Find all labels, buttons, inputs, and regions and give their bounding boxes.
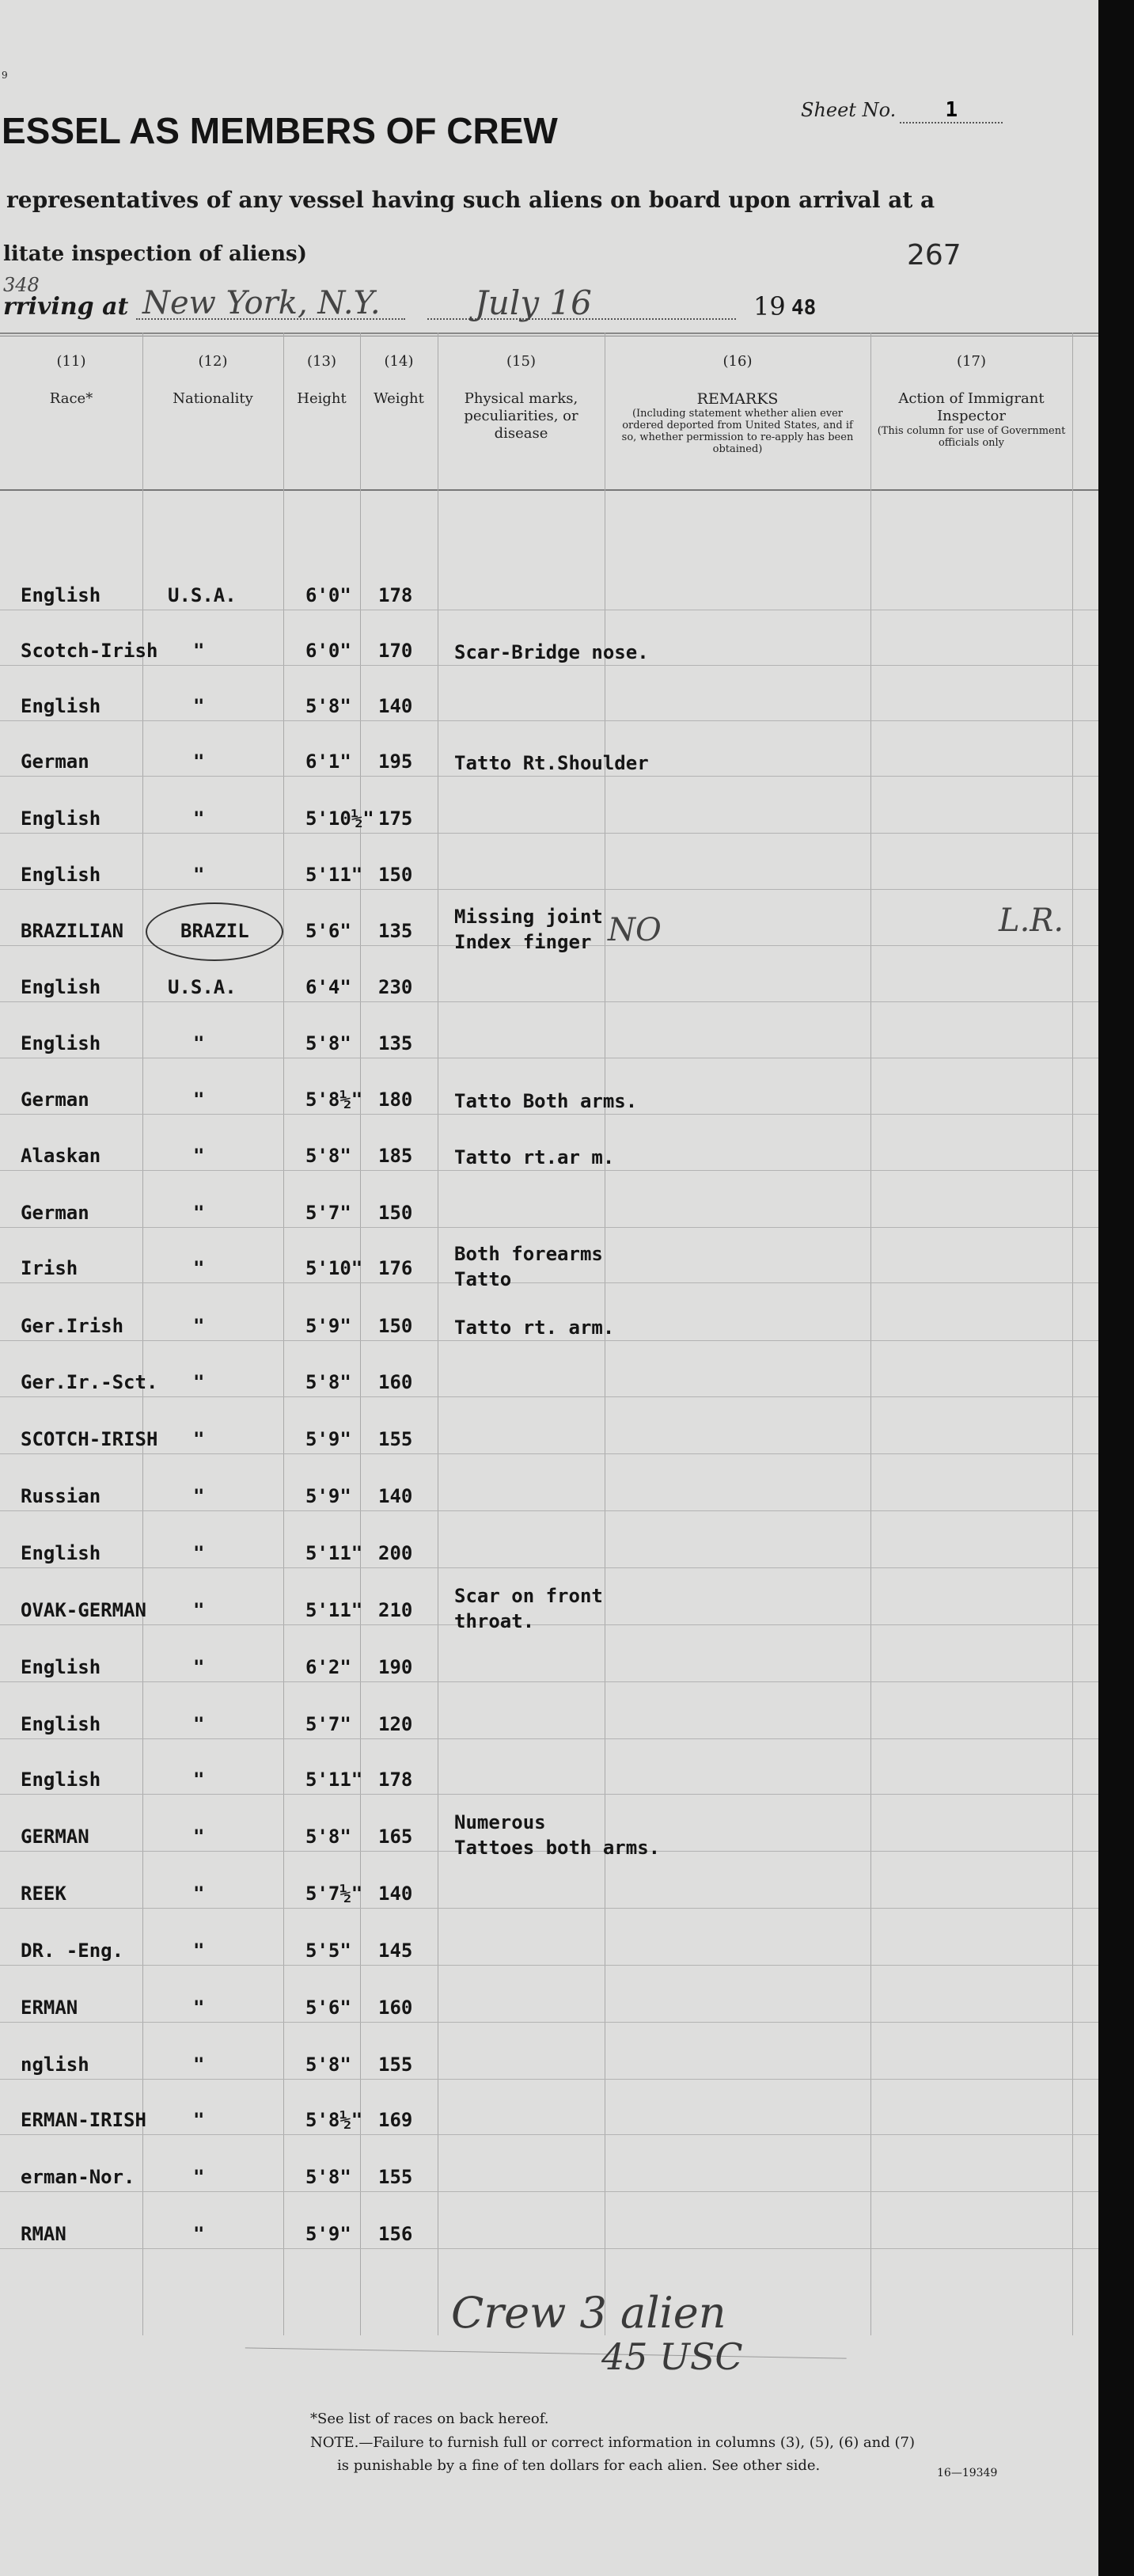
- year-prefix: 19: [753, 291, 786, 321]
- row-rule: [0, 2022, 1098, 2023]
- nationality-cell: ": [193, 1371, 205, 1393]
- race-cell: English: [21, 584, 101, 606]
- row-rule: [0, 1114, 1098, 1115]
- height-cell: 5'7": [305, 1713, 351, 1735]
- inspector-action: L.R.: [999, 902, 1064, 939]
- height-cell: 5'11": [305, 864, 363, 886]
- height-cell: 5'11": [305, 1599, 363, 1621]
- height-cell: 5'8": [305, 2166, 351, 2188]
- nationality-cell: ": [193, 640, 205, 662]
- nationality-cell: ": [193, 1997, 205, 2019]
- weight-cell: 155: [378, 2166, 413, 2188]
- weight-cell: 170: [378, 640, 413, 662]
- corner-mark: 9: [2, 70, 8, 81]
- nationality-cell: ": [193, 1542, 205, 1564]
- weight-cell: 160: [378, 1997, 413, 2019]
- row-rule: [0, 1227, 1098, 1228]
- weight-cell: 145: [378, 1940, 413, 1962]
- weight-cell: 190: [378, 1656, 413, 1678]
- weight-cell: 140: [378, 1883, 413, 1905]
- column-header-physical-marks: (15) Physical marks, peculiarities, or disease: [464, 353, 578, 442]
- height-cell: 6'1": [305, 750, 351, 773]
- nationality-cell: ": [193, 750, 205, 773]
- physical-marks-cell: Tatto rt.ar m.: [454, 1146, 615, 1168]
- column-header-nationality: (12) Nationality: [173, 353, 253, 407]
- weight-cell: 140: [378, 1485, 413, 1507]
- weight-cell: 200: [378, 1542, 413, 1564]
- nationality-cell: ": [193, 1089, 205, 1111]
- weight-cell: 150: [378, 1202, 413, 1224]
- nationality-cell: ": [193, 695, 205, 717]
- nationality-cell: ": [193, 1883, 205, 1905]
- margin-note: 348: [3, 274, 40, 296]
- row-rule: [0, 720, 1098, 721]
- handwritten-summary-line-2: 45 USC: [601, 2335, 743, 2378]
- header-line-1: representatives of any vessel having such aliens on board upon arrival at a: [6, 187, 935, 213]
- footer-note-penalty: NOTE.—Failure to furnish full or correct information in columns (3), (5), (6) and (7): [310, 2434, 915, 2451]
- weight-cell: 230: [378, 976, 413, 998]
- weight-cell: 175: [378, 807, 413, 830]
- row-rule: [0, 2134, 1098, 2135]
- height-cell: 5'11": [305, 1769, 363, 1791]
- row-rule: [0, 1908, 1098, 1909]
- nationality-cell: ": [193, 1599, 205, 1621]
- nationality-cell: ": [193, 2054, 205, 2076]
- nationality-cell: ": [193, 2223, 205, 2245]
- row-rule: [0, 2079, 1098, 2080]
- weight-cell: 140: [378, 695, 413, 717]
- weight-cell: 176: [378, 1257, 413, 1279]
- handwritten-note: NO: [608, 912, 662, 948]
- physical-marks-cell: Tatto rt. arm.: [454, 1316, 615, 1339]
- stamp-number: 267: [907, 239, 961, 272]
- height-cell: 6'4": [305, 976, 351, 998]
- race-cell: German: [21, 1089, 89, 1111]
- height-cell: 5'9": [305, 1485, 351, 1507]
- row-rule: [0, 1510, 1098, 1511]
- physical-marks-cell: Numerous Tattoes both arms.: [454, 1811, 661, 1859]
- row-rule: [0, 1738, 1098, 1739]
- weight-cell: 195: [378, 750, 413, 773]
- nationality-cell: ": [193, 2109, 205, 2131]
- height-cell: 5'8½": [305, 2109, 363, 2131]
- nationality-cell: ": [193, 1713, 205, 1735]
- height-cell: 5'11": [305, 1542, 363, 1564]
- column-header-race: (11) Race*: [49, 353, 93, 407]
- row-rule: [0, 2248, 1098, 2249]
- height-cell: 6'0": [305, 640, 351, 662]
- physical-marks-cell: Missing joint Index finger: [454, 906, 603, 953]
- nationality-cell: ": [193, 1202, 205, 1224]
- physical-marks-cell: Tatto Both arms.: [454, 1090, 638, 1112]
- row-rule: [0, 776, 1098, 777]
- height-cell: 6'0": [305, 584, 351, 606]
- height-cell: 5'9": [305, 1315, 351, 1337]
- race-cell: SCOTCH-IRISH: [21, 1428, 158, 1450]
- height-cell: 5'8": [305, 1032, 351, 1054]
- weight-cell: 178: [378, 1769, 413, 1791]
- height-cell: 5'8": [305, 1145, 351, 1167]
- weight-cell: 120: [378, 1713, 413, 1735]
- sheet-number: 1: [900, 98, 1003, 123]
- weight-cell: 210: [378, 1599, 413, 1621]
- race-cell: RMAN: [21, 2223, 66, 2245]
- row-rule: [0, 665, 1098, 666]
- race-cell: English: [21, 1713, 101, 1735]
- race-cell: ERMAN: [21, 1997, 78, 2019]
- race-cell: English: [21, 1032, 101, 1054]
- nationality-cell: U.S.A.: [168, 976, 237, 998]
- race-cell: English: [21, 695, 101, 717]
- race-cell: German: [21, 1202, 89, 1224]
- race-cell: REEK: [21, 1883, 66, 1905]
- weight-cell: 160: [378, 1371, 413, 1393]
- page-title: ESSEL AS MEMBERS OF CREW: [2, 110, 558, 151]
- race-cell: English: [21, 807, 101, 830]
- race-cell: DR. -Eng.: [21, 1940, 124, 1962]
- race-cell: English: [21, 1542, 101, 1564]
- weight-cell: 178: [378, 584, 413, 606]
- height-cell: 5'8": [305, 695, 351, 717]
- nationality-circle: [146, 902, 283, 961]
- race-cell: English: [21, 1656, 101, 1678]
- height-cell: 5'10½": [305, 807, 374, 830]
- column-header-remarks: (16) REMARKS (Including statement whether alien ever ordered deported from United States, and if so, whether permission to re-apply has been obtained): [621, 353, 854, 455]
- race-cell: OVAK-GERMAN: [21, 1599, 146, 1621]
- arriving-date: July 16: [475, 283, 592, 322]
- weight-cell: 156: [378, 2223, 413, 2245]
- weight-cell: 155: [378, 1428, 413, 1450]
- height-cell: 5'5": [305, 1940, 351, 1962]
- height-cell: 5'7": [305, 1202, 351, 1224]
- race-cell: ERMAN-IRISH: [21, 2109, 146, 2131]
- weight-cell: 135: [378, 920, 413, 942]
- row-rule: [0, 1001, 1098, 1002]
- race-cell: English: [21, 1769, 101, 1791]
- race-cell: English: [21, 864, 101, 886]
- column-header-inspector: (17) Action of Immigrant Inspector (This column for use of Government officials only: [877, 353, 1066, 449]
- weight-cell: 165: [378, 1826, 413, 1848]
- race-cell: GERMAN: [21, 1826, 89, 1848]
- weight-cell: 150: [378, 864, 413, 886]
- height-cell: 6'2": [305, 1656, 351, 1678]
- physical-marks-cell: Both forearms Tatto: [454, 1243, 603, 1290]
- arriving-place: New York, N.Y.: [142, 285, 381, 321]
- nationality-cell: ": [193, 1485, 205, 1507]
- nationality-cell: ": [193, 2166, 205, 2188]
- sheet-label: Sheet No.: [801, 99, 897, 121]
- nationality-cell: ": [193, 864, 205, 886]
- race-cell: Ger.Ir.-Sct.: [21, 1371, 158, 1393]
- height-cell: 5'7½": [305, 1883, 363, 1905]
- height-cell: 5'6": [305, 920, 351, 942]
- weight-cell: 150: [378, 1315, 413, 1337]
- row-rule: [0, 889, 1098, 890]
- height-cell: 5'8": [305, 1371, 351, 1393]
- nationality-cell: ": [193, 1940, 205, 1962]
- race-cell: Scotch-Irish: [21, 640, 158, 662]
- arriving-label: rriving at: [3, 293, 129, 321]
- header-line-2: litate inspection of aliens): [3, 242, 307, 266]
- race-cell: erman-Nor.: [21, 2166, 135, 2188]
- height-cell: 5'8": [305, 2054, 351, 2076]
- column-header-height: (13) Height: [297, 353, 347, 407]
- nationality-cell: U.S.A.: [168, 584, 237, 606]
- nationality-cell: ": [193, 1769, 205, 1791]
- nationality-cell: ": [193, 807, 205, 830]
- sheet-number-group: [801, 98, 1003, 123]
- weight-cell: 155: [378, 2054, 413, 2076]
- row-rule: [0, 833, 1098, 834]
- row-rule: [0, 1170, 1098, 1171]
- physical-marks-cell: Scar-Bridge nose.: [454, 641, 649, 663]
- nationality-cell: ": [193, 1257, 205, 1279]
- handwritten-summary-line-1: Crew 3 alien: [451, 2288, 726, 2338]
- race-cell: Alaskan: [21, 1145, 101, 1167]
- weight-cell: 180: [378, 1089, 413, 1111]
- row-rule: [0, 1567, 1098, 1568]
- race-cell: Irish: [21, 1257, 78, 1279]
- physical-marks-cell: Scar on front throat.: [454, 1585, 603, 1632]
- nationality-cell: ": [193, 1145, 205, 1167]
- nationality-cell: ": [193, 1315, 205, 1337]
- nationality-cell: ": [193, 1032, 205, 1054]
- race-cell: German: [21, 750, 89, 773]
- nationality-cell: ": [193, 1826, 205, 1848]
- year-suffix: 48: [791, 296, 817, 320]
- race-cell: Russian: [21, 1485, 101, 1507]
- height-cell: 5'9": [305, 1428, 351, 1450]
- height-cell: 5'9": [305, 2223, 351, 2245]
- height-cell: 5'10": [305, 1257, 363, 1279]
- form-number: 16—19349: [937, 2467, 998, 2479]
- row-rule: [0, 1453, 1098, 1454]
- row-rule: [0, 1681, 1098, 1682]
- column-header-weight: (14) Weight: [374, 353, 424, 407]
- weight-cell: 185: [378, 1145, 413, 1167]
- nationality-cell: BRAZIL: [180, 920, 249, 942]
- row-rule: [0, 2191, 1098, 2192]
- height-cell: 5'6": [305, 1997, 351, 2019]
- row-rule: [0, 1396, 1098, 1397]
- weight-cell: 169: [378, 2109, 413, 2131]
- footer-note-penalty-cont: is punishable by a fine of ten dollars for each alien. See other side.: [337, 2457, 821, 2474]
- race-cell: Ger.Irish: [21, 1315, 124, 1337]
- nationality-cell: ": [193, 1656, 205, 1678]
- row-rule: [0, 1965, 1098, 1966]
- height-cell: 5'8½": [305, 1089, 363, 1111]
- row-rule: [0, 1794, 1098, 1795]
- footer-note-races: *See list of races on back hereof.: [310, 2411, 549, 2427]
- weight-cell: 135: [378, 1032, 413, 1054]
- scan-edge: [1098, 0, 1134, 2576]
- height-cell: 5'8": [305, 1826, 351, 1848]
- row-rule: [0, 1340, 1098, 1341]
- race-cell: nglish: [21, 2054, 89, 2076]
- nationality-cell: ": [193, 1428, 205, 1450]
- race-cell: English: [21, 976, 101, 998]
- physical-marks-cell: Tatto Rt.Shoulder: [454, 752, 649, 774]
- race-cell: BRAZILIAN: [21, 920, 124, 942]
